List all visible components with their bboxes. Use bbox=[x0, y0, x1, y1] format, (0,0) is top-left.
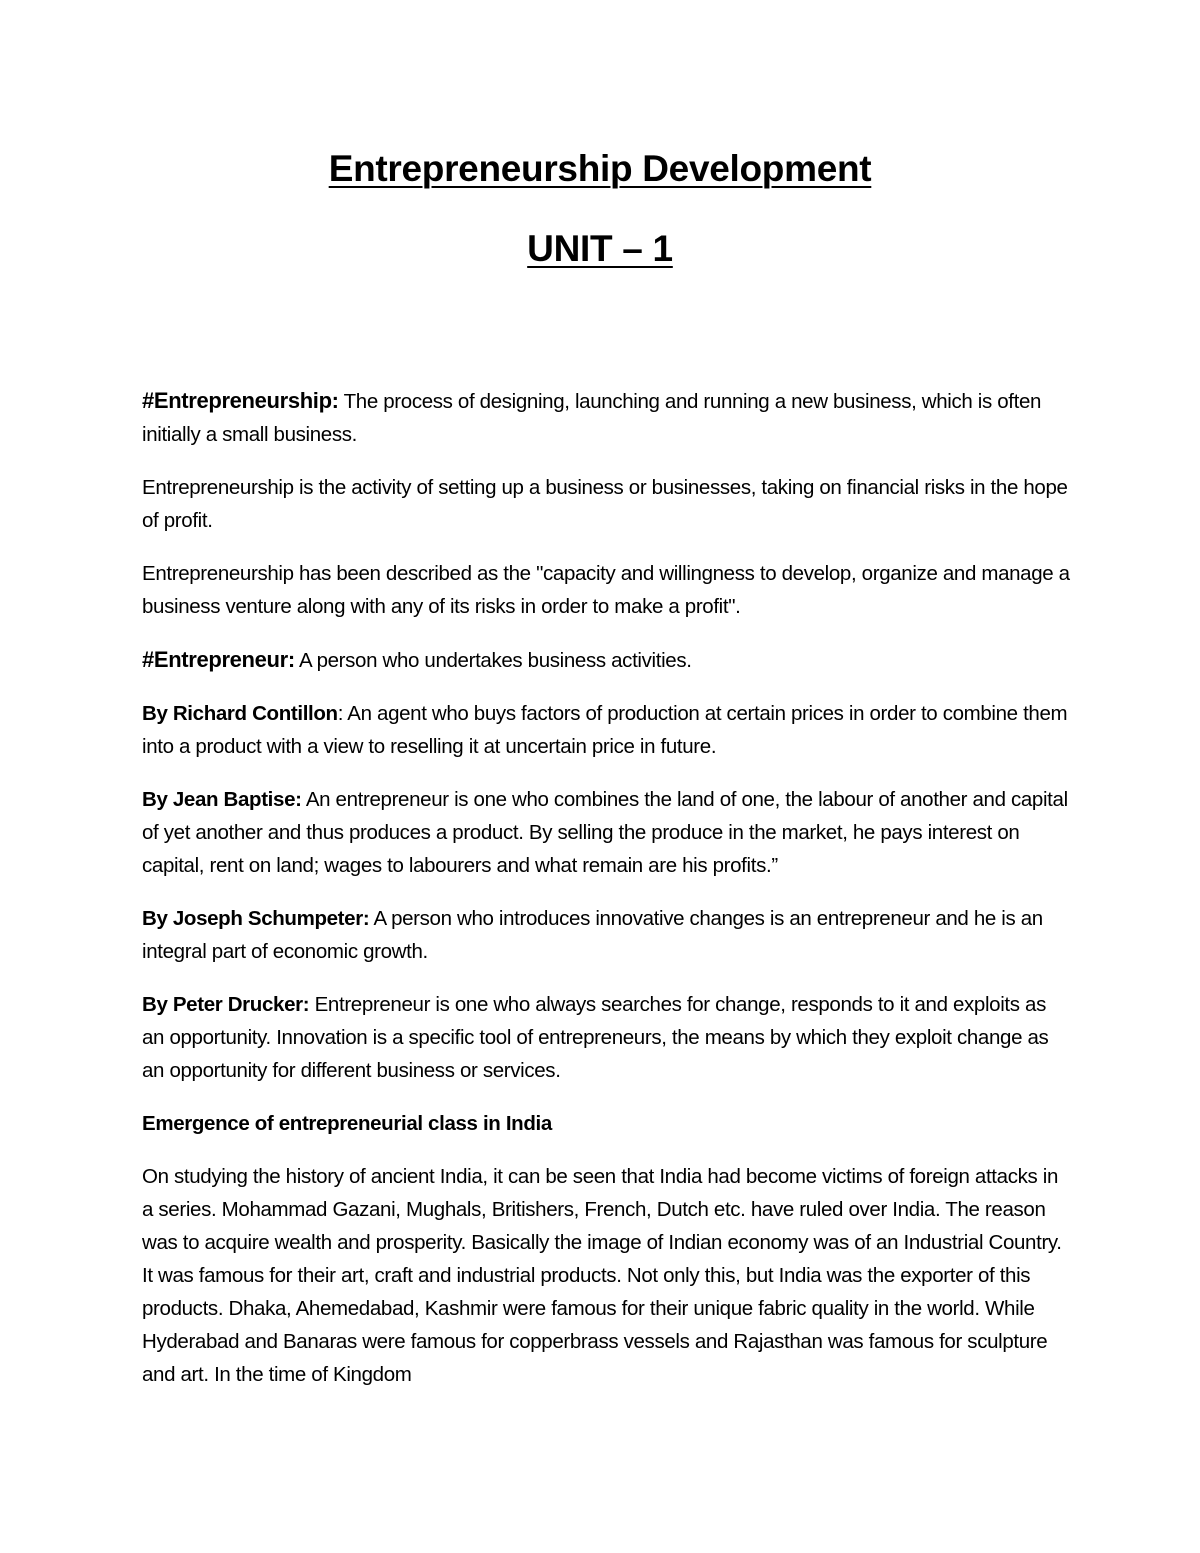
heading-text: Emergence of entrepreneurial class in India bbox=[142, 1112, 552, 1135]
author-label-baptise: By Jean Baptise: bbox=[142, 788, 302, 811]
author-label-drucker: By Peter Drucker: bbox=[142, 993, 310, 1016]
paragraph-emergence: On studying the history of ancient India, it can be seen that India had become victims of foreign attacks in a series. Mohammad Gazani, Mughals, Britishers, French, Dutch etc. have ruled over India. The reason was to acquire wealth and prosperity. Basically the image of Indian economy was of an Industrial Country. It was famous for their art, craft and industrial products. Not only this, but India was the exporter of this products. Dhaka, Ahemedabad, Kashmir were famous for their unique fabric quality in the world. While Hyderabad and Banaras were famous for copperbrass vessels and Rajasthan was famous for sculpture and art. In the time of Kingdom bbox=[142, 1165, 1062, 1386]
author-label-schumpeter: By Joseph Schumpeter: bbox=[142, 907, 370, 930]
definition-text: The process of designing, launching and running a new business, which is often initially a small business. bbox=[142, 390, 1042, 446]
paragraph-entrepreneurship-definition bbox=[142, 384, 1072, 451]
term-entrepreneur: #Entrepreneur: bbox=[142, 647, 295, 672]
quote-text: An entrepreneur is one who combines the land of one, the labour of another and capital of yet another and thus produces a product. By selling the produce in the market, he pays interest on capital, rent on land; wages to labourers and what remain are his profits.” bbox=[142, 788, 1068, 877]
paragraph-drucker bbox=[142, 988, 1072, 1087]
document-body bbox=[142, 384, 1072, 1411]
author-label-cantillon: By Richard Contillon bbox=[142, 702, 338, 725]
paragraph-entrepreneurship-described: Entrepreneurship has been described as the "capacity and willingness to develop, organize and manage a business venture along with any of its risks in order to make a profit". bbox=[142, 562, 1070, 618]
definition-text: A person who undertakes business activities. bbox=[294, 649, 692, 672]
paragraph-baptise bbox=[142, 783, 1072, 882]
paragraph-cantillon bbox=[142, 697, 1072, 763]
paragraph-schumpeter bbox=[142, 902, 1072, 968]
quote-text: A person who introduces innovative changes is an entrepreneur and he is an integral part of economic growth. bbox=[142, 907, 1043, 963]
document-title: Entrepreneurship Development bbox=[328, 148, 872, 189]
paragraph-entrepreneurship-activity: Entrepreneurship is the activity of setting up a business or businesses, taking on financial risks in the hope of profit. bbox=[142, 476, 1068, 532]
term-entrepreneurship: #Entrepreneurship: bbox=[142, 388, 339, 413]
quote-text: Entrepreneur is one who always searches for change, responds to it and exploits as an opportunity. Innovation is a specific tool of entrepreneurs, the means by which they exploit change as an opportunity for different business or services. bbox=[142, 993, 1049, 1082]
unit-heading: UNIT – 1 bbox=[527, 228, 673, 269]
paragraph-entrepreneur-definition bbox=[142, 643, 1072, 677]
section-heading-emergence bbox=[142, 1107, 1072, 1140]
quote-text: : An agent who buys factors of production at certain prices in order to combine them into a product with a view to reselling it at uncertain price in future. bbox=[142, 702, 1068, 758]
